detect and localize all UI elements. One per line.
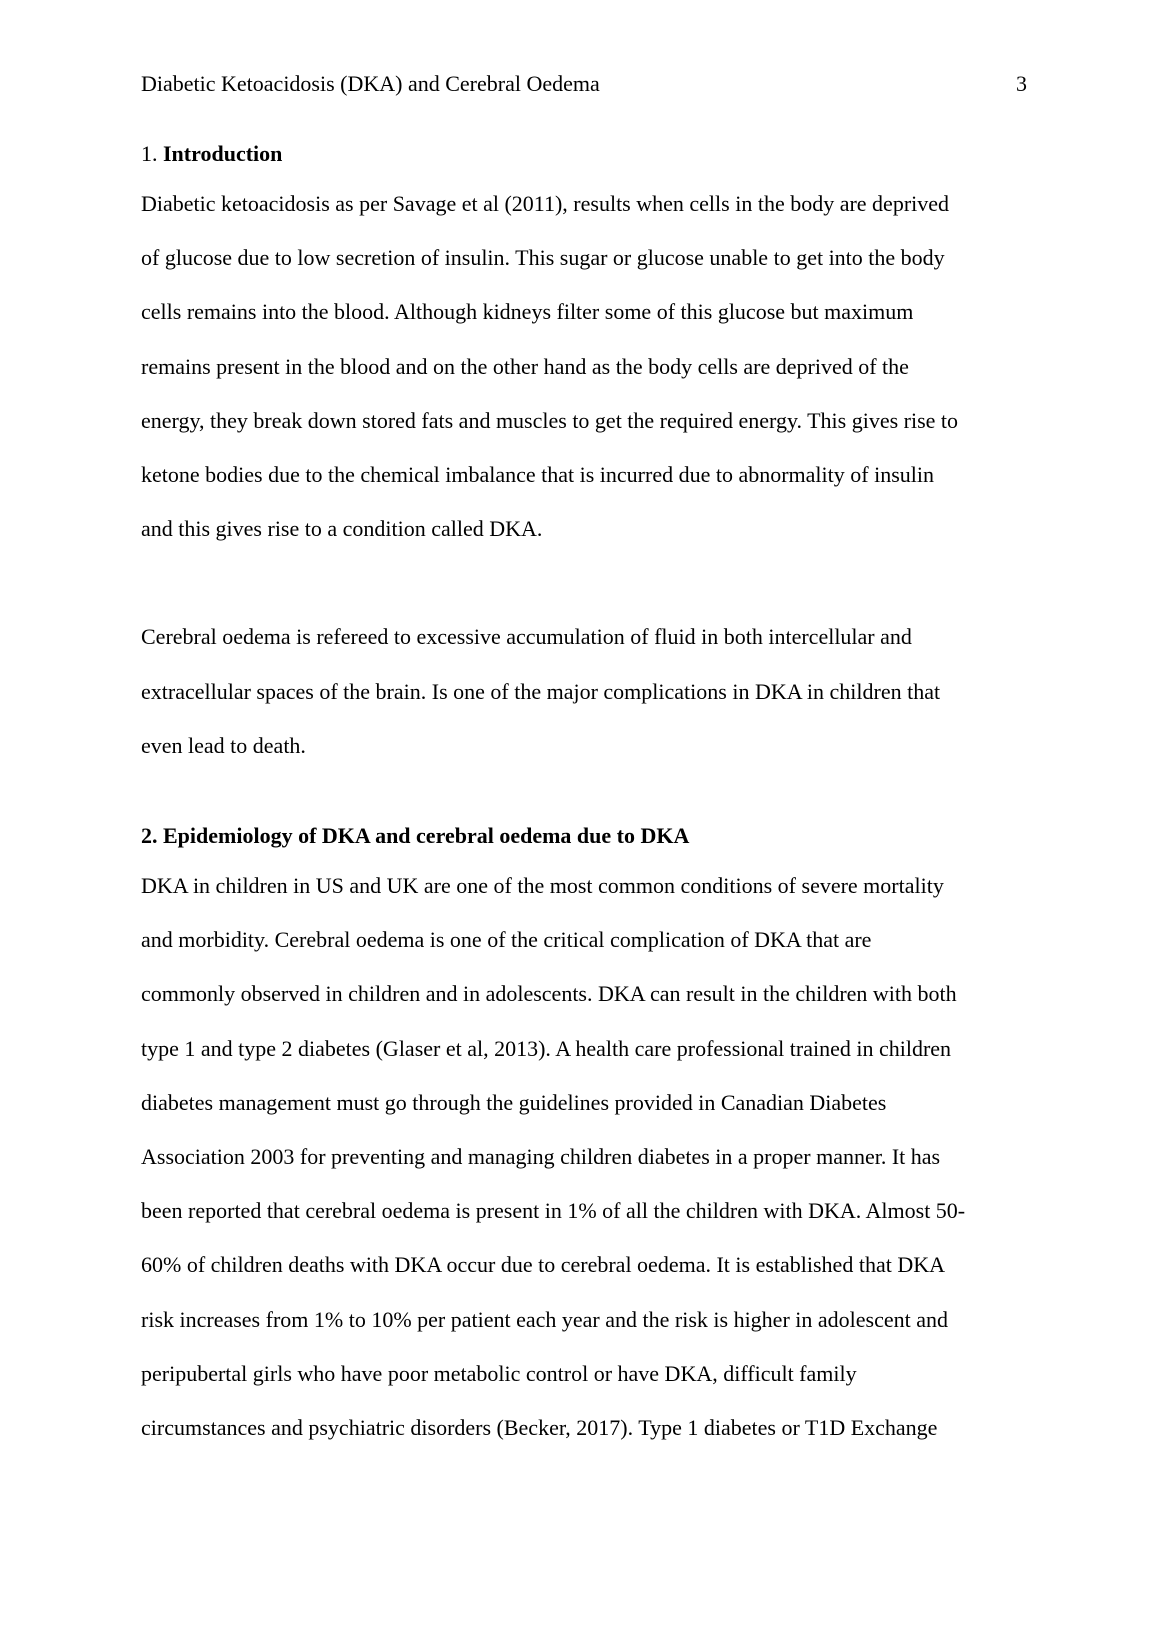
text-line: Association 2003 for preventing and managing children diabetes in a proper manner. It has bbox=[141, 1144, 941, 1170]
blank-line bbox=[141, 556, 1027, 610]
running-header bbox=[141, 68, 1027, 100]
text-line: DKA in children in US and UK are one of the most common conditions of severe mortality bbox=[141, 873, 944, 899]
text-line: type 1 and type 2 diabetes (Glaser et al, 2013). A health care professional trained in children bbox=[141, 1035, 952, 1061]
text-line: and morbidity. Cerebral oedema is one of the critical complication of DKA that are bbox=[141, 927, 872, 953]
text-line: even lead to death. bbox=[141, 732, 306, 758]
intro-paragraph-1 bbox=[141, 177, 1027, 610]
text-line: been reported that cerebral oedema is present in 1% of all the children with DKA. Almost 50- bbox=[141, 1198, 966, 1224]
text-line: 60% of children deaths with DKA occur due to cerebral oedema. It is established that DKA bbox=[141, 1252, 945, 1278]
text-line: extracellular spaces of the brain. Is one of the major complications in DKA in children that bbox=[141, 678, 941, 704]
document-body bbox=[141, 138, 1027, 1448]
text-line: commonly observed in children and in adolescents. DKA can result in the children with both bbox=[141, 981, 957, 1007]
text-line: diabetes management must go through the guidelines provided in Canadian Diabetes bbox=[141, 1089, 887, 1115]
page-number: 3 bbox=[1016, 71, 1027, 96]
blank-line bbox=[141, 773, 1027, 827]
text-line: Diabetic ketoacidosis as per Savage et al (2011), results when cells in the body are deprived bbox=[141, 191, 950, 216]
text-line: cells remains into the blood. Although kidneys filter some of this glucose but maximum bbox=[141, 299, 914, 325]
text-line: remains present in the blood and on the other hand as the body cells are deprived of the bbox=[141, 353, 909, 379]
section-1-number: 1. bbox=[141, 141, 158, 166]
intro-paragraph-2 bbox=[141, 610, 1027, 827]
text-line: peripubertal girls who have poor metabolic control or have DKA, difficult family bbox=[141, 1360, 857, 1386]
running-title: Diabetic Ketoacidosis (DKA) and Cerebral Oedema bbox=[141, 71, 600, 96]
text-line: ketone bodies due to the chemical imbalance that is incurred due to abnormality of insulin bbox=[141, 462, 934, 488]
text-line: energy, they break down stored fats and muscles to get the required energy. This gives rise to bbox=[141, 407, 959, 433]
section-1-title: Introduction bbox=[163, 141, 283, 166]
text-line: Cerebral oedema is refereed to excessive accumulation of fluid in both intercellular and bbox=[141, 624, 912, 650]
text-line: and this gives rise to a condition called DKA. bbox=[141, 516, 543, 542]
epidemiology-paragraph bbox=[141, 859, 1027, 1455]
section-2-heading: 2. Epidemiology of DKA and cerebral oedema due to DKA bbox=[141, 823, 690, 849]
text-line: of glucose due to low secretion of insulin. This sugar or glucose unable to get into the body bbox=[141, 245, 945, 271]
text-line: risk increases from 1% to 10% per patient each year and the risk is higher in adolescent and bbox=[141, 1306, 948, 1332]
text-line: circumstances and psychiatric disorders (Becker, 2017). Type 1 diabetes or T1D Exchange bbox=[141, 1415, 938, 1441]
section-1-heading bbox=[141, 138, 1027, 170]
